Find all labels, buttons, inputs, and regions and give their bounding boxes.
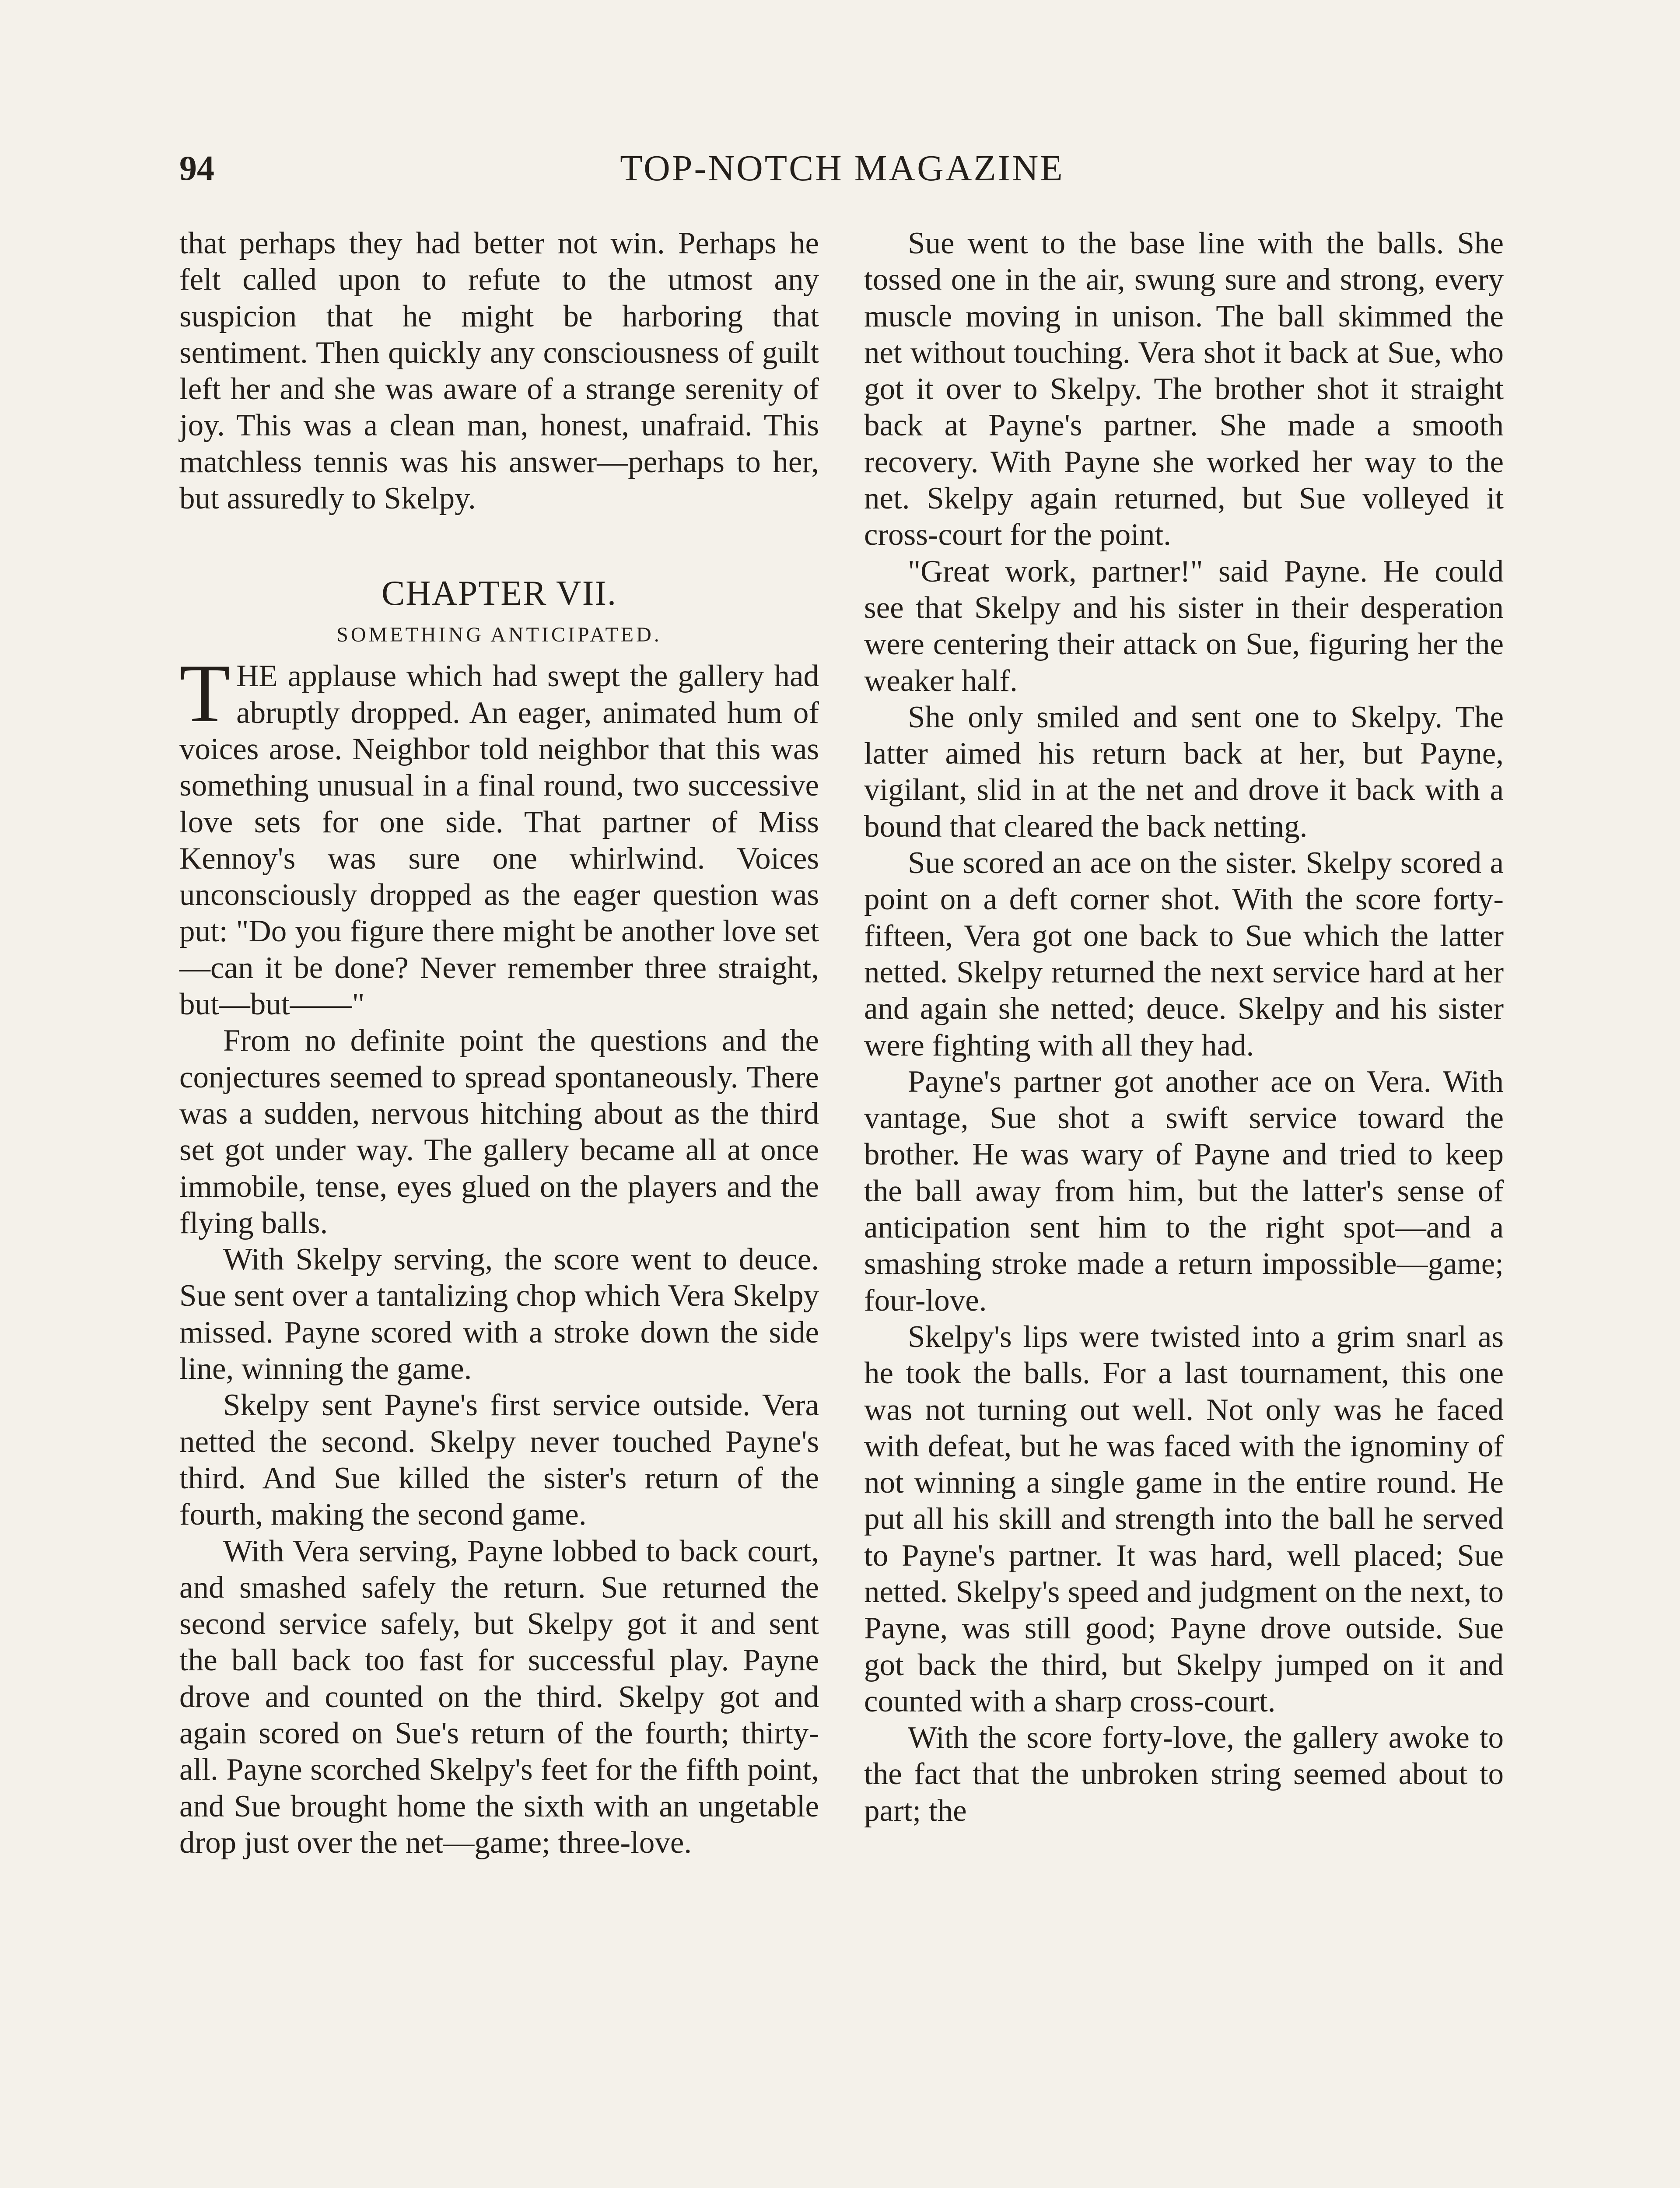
opening-paragraph — [179, 648, 819, 1023]
paragraph: Skelpy sent Payne's first service outside. Vera netted the second. Skelpy never touched Payne's third. And Sue killed the sister's return of the fourth, making the second game. — [179, 1388, 819, 1532]
paragraph: With Vera serving, Payne lobbed to back court, and smashed safely the return. Sue returned the second service safely, but Skelpy got it and sent the ball back too fast for successful play. Payne drove and counted on the third. Skelpy got and again scored on Sue's return of the fourth; thirty-all. Payne scorched Skelpy's feet for the fifth point, and Sue brought home the sixth with an ungetable drop just over the net—game; three-love. — [179, 1534, 819, 1860]
paragraph: She only smiled and sent one to Skelpy. The latter aimed his return back at her, but Payne, vigilant, slid in at the net and drove it back with a bound that cleared the back netting. — [864, 700, 1504, 844]
drop-cap: T — [179, 648, 231, 740]
opening-paragraph-text: HE applause which had swept the gallery had abruptly dropped. An eager, animated hum of voices arose. Neighbor told neighbor that this was something unusual in a final round, two successive love sets for one side. That partner of Miss Kennoy's was sure one whirlwind. Voices unconsciously dropped as the eager question was put: "Do you figure there might be another love set—can it be done? Never remember three straight, but—but——" — [179, 659, 819, 1022]
page-header — [179, 144, 1505, 193]
paragraph: With the score forty-love, the gallery awoke to the fact that the unbroken string seemed about to part; the — [864, 1721, 1504, 1828]
paragraph: that perhaps they had better not win. Perhaps he felt called upon to refute to the utmost any suspicion that he might be harboring that sentiment. Then quickly any consciousness of guilt left her and she was aware of a strange serenity of joy. This was a clean man, honest, unafraid. This matchless tennis was his answer—perhaps to her, but assuredly to Skelpy. — [179, 226, 819, 516]
paragraph: Sue went to the base line with the balls. She tossed one in the air, swung sure and strong, every muscle moving in unison. The ball skimmed the net without touching. Vera shot it back at Sue, who got it over to Skelpy. The brother shot it straight back at Payne's partner. She made a smooth recovery. With Payne she worked her way to the net. Skelpy again returned, but Sue volleyed it cross-court for the point. — [864, 226, 1504, 552]
running-head: TOP-NOTCH MAGAZINE — [620, 148, 1064, 189]
paragraph: "Great work, partner!" said Payne. He could see that Skelpy and his sister in their desperation were centering their attack on Sue, figuring her the weaker half. — [864, 554, 1504, 698]
chapter-subtitle: SOMETHING ANTICIPATED. — [336, 623, 662, 647]
page-number: 94 — [179, 149, 214, 188]
chapter-title: CHAPTER VII. — [381, 574, 617, 613]
paragraph: Skelpy's lips were twisted into a grim snarl as he took the balls. For a last tournament, this one was not turning out well. Not only was he faced with defeat, but he was faced with the ignominy of not winning a single game in the entire round. He put all his skill and strength into the ball he served to Payne's partner. It was hard, well placed; Sue netted. Skelpy's speed and judgment on the next, to Payne, was still good; Payne drove outside. Sue got back the third, but Skelpy jumped on it and counted with a sharp cross-court. — [864, 1319, 1504, 1718]
left-column — [179, 225, 819, 1861]
paragraph: Sue scored an ace on the sister. Skelpy scored a point on a deft corner shot. With the score forty-fifteen, Vera got one back to Sue which the latter netted. Skelpy returned the next service hard at her and again she netted; deuce. Skelpy and his sister were fighting with all they had. — [864, 846, 1504, 1062]
paragraph: Payne's partner got another ace on Vera. With vantage, Sue shot a swift service toward the brother. He was wary of Payne and tried to keep the ball away from him, but the latter's sense of anticipation sent him to the right spot—and a smashing stroke made a return impossible—game; four-love. — [864, 1064, 1504, 1318]
paragraph: With Skelpy serving, the score went to deuce. Sue sent over a tantalizing chop which Vera Skelpy missed. Payne scored with a stroke down the side line, winning the game. — [179, 1242, 819, 1386]
paragraph: From no definite point the questions and the conjectures seemed to spread spontaneously. There was a sudden, nervous hitching about as the third set got under way. The gallery became all at once immobile, tense, eyes glued on the players and the flying balls. — [179, 1024, 819, 1240]
right-column — [864, 225, 1504, 1829]
